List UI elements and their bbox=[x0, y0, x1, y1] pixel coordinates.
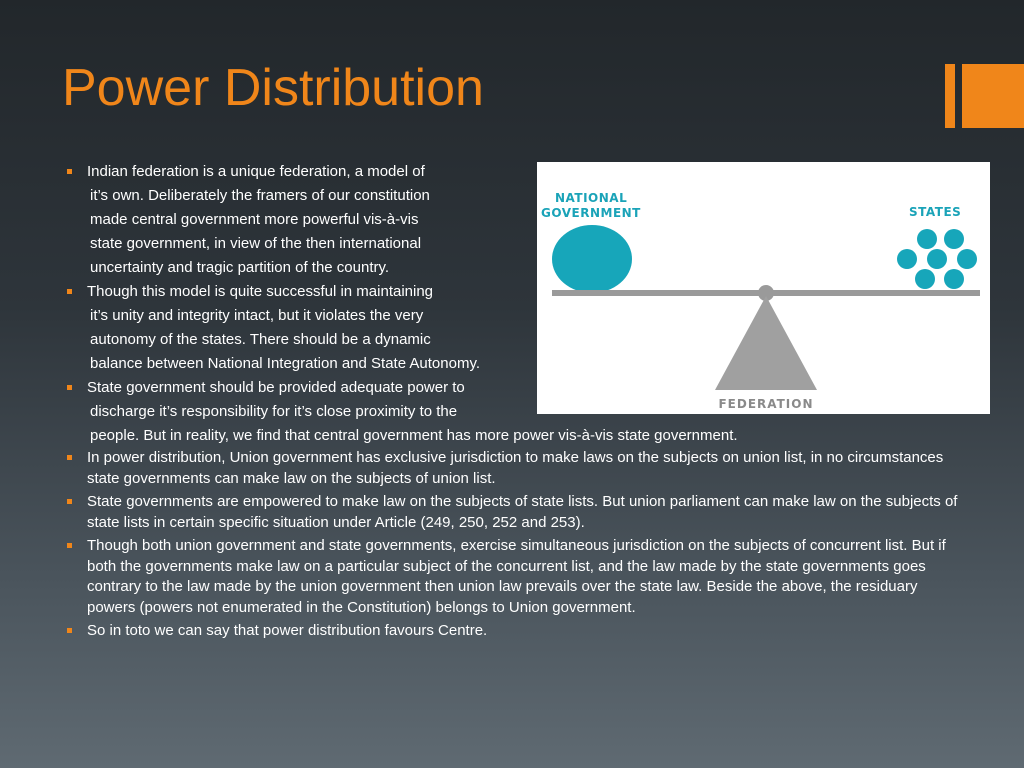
federation-label: FEDERATION bbox=[718, 397, 814, 411]
bullet-marker bbox=[67, 455, 72, 460]
bullet-line: people. But in reality, we find that central government has more power vis-à-vis state government. bbox=[90, 427, 738, 444]
bullet-item bbox=[66, 448, 966, 489]
bullet-text: Though both union government and state governments, exercise simultaneous jurisdiction on the subjects of concurrent list. But if both the governments make law on a particular subject of the concurrent list, and the law made by the state governments goes contrary to the law made by the union government then union law prevails over the state law. Beside the above, the residuary powers (powers not enumerated in the Constitution) belongs to Union government. bbox=[87, 537, 946, 616]
bullet-text: In power distribution, Union government has exclusive jurisdiction to make laws on the subjects on union list, in no circumstances state governments can make law on the subjects of union list. bbox=[87, 449, 944, 487]
bullet-line: Indian federation is a unique federation, a model of bbox=[87, 163, 425, 180]
bullet-text: So in toto we can say that power distribution favours Centre. bbox=[87, 622, 488, 639]
bullet-line: discharge it’s responsibility for it’s close proximity to the bbox=[90, 403, 458, 420]
bullet-line: balance between National Integration and State Autonomy. bbox=[90, 355, 480, 372]
bullet-line: made central government more powerful vis-à-vis bbox=[90, 211, 419, 228]
bullet-line: it’s own. Deliberately the framers of our constitution bbox=[90, 187, 430, 204]
bullet-item bbox=[66, 280, 966, 376]
bullet-line: state government, in view of the then international bbox=[90, 235, 422, 252]
bullet-item bbox=[66, 492, 966, 533]
national-label-line1: NATIONAL bbox=[555, 191, 628, 205]
bullet-text: State governments are empowered to make law on the subjects of state lists. But union parliament can make law on the subjects of state lists in certain specific situation under Article (249, 250, 252 and 253). bbox=[87, 493, 958, 531]
bullet-line: Though this model is quite successful in maintaining bbox=[87, 283, 434, 300]
title-accent-bar-thin bbox=[945, 64, 955, 128]
bullet-item bbox=[66, 160, 966, 280]
bullet-item bbox=[66, 536, 966, 618]
bullet-item bbox=[66, 621, 966, 642]
bullet-line: autonomy of the states. There should be a dynamic bbox=[90, 331, 431, 348]
bullet-marker bbox=[67, 385, 72, 390]
bullet-item bbox=[66, 376, 966, 448]
bullet-line: uncertainty and tragic partition of the country. bbox=[90, 259, 390, 276]
bullet-marker bbox=[67, 169, 72, 174]
slide-title: Power Distribution bbox=[62, 59, 484, 117]
national-label-line2: GOVERNMENT bbox=[541, 206, 641, 220]
states-label: STATES bbox=[909, 205, 962, 219]
bullet-marker bbox=[67, 628, 72, 633]
bullet-marker bbox=[67, 543, 72, 548]
bullet-marker bbox=[67, 499, 72, 504]
bullet-marker bbox=[67, 289, 72, 294]
bullet-line: it’s unity and integrity intact, but it violates the very bbox=[90, 307, 424, 324]
bullet-line: State government should be provided adequate power to bbox=[87, 379, 465, 396]
title-accent-bar-thick bbox=[962, 64, 1024, 128]
bullet-list bbox=[66, 160, 966, 642]
